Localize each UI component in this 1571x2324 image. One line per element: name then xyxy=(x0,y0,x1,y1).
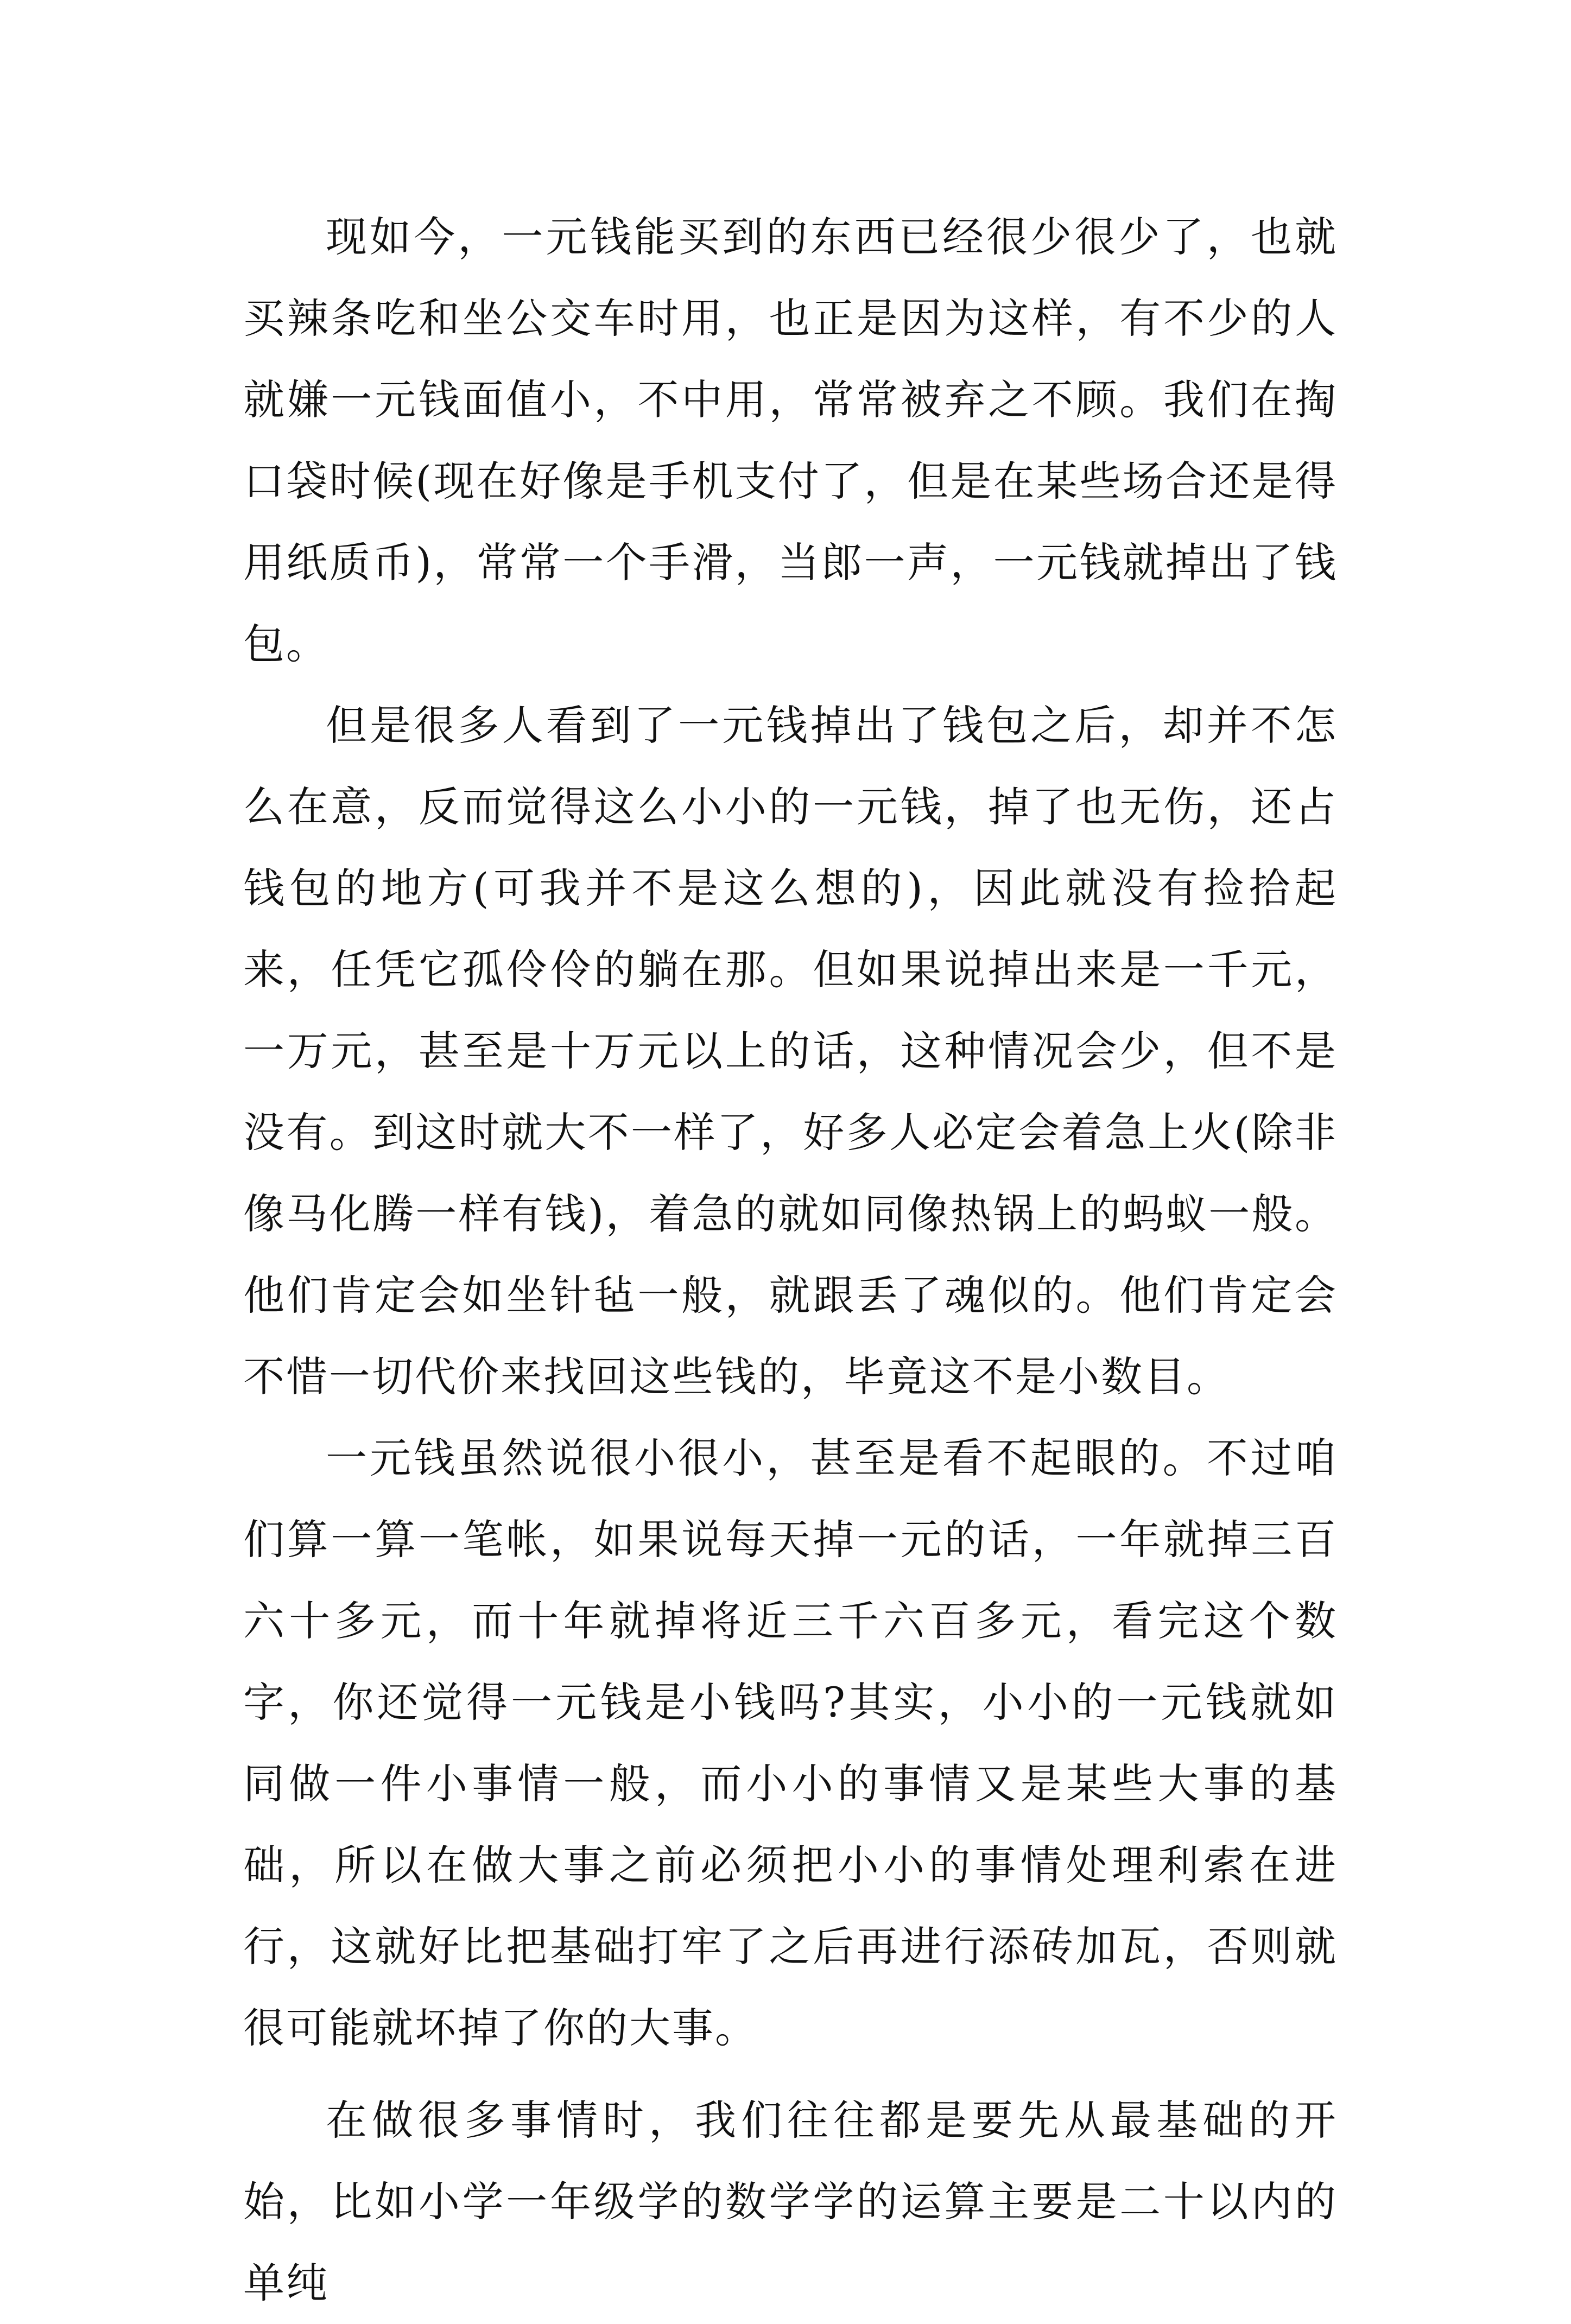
document-body xyxy=(243,196,1338,2324)
paragraph-2: 但是很多人看到了一元钱掉出了钱包之后，却并不怎么在意，反而觉得这么小小的一元钱，掉了也无伤，还占钱包的地方(可我并不是这么想的)，因此就没有捡拾起来，任凭它孤伶伶的躺在那。但如果说掉出来是一千元，一万元，甚至是十万元以上的话，这种情况会少，但不是没有。到这时就大不一样了，好多人必定会着急上火(除非像马化腾一样有钱)，着急的就如同像热锅上的蚂蚁一般。他们肯定会如坐针毡一般，就跟丢了魂似的。他们肯定会不惜一切代价来找回这些钱的，毕竟这不是小数目。 xyxy=(243,701,1338,1401)
paragraph-3: 一元钱虽然说很小很小，甚至是看不起眼的。不过咱们算一算一笔帐，如果说每天掉一元的话，一年就掉三百六十多元，而十年就掉将近三千六百多元，看完这个数字，你还觉得一元钱是小钱吗?其实，小小的一元钱就如同做一件小事情一般，而小小的事情又是某些大事的基础，所以在做大事之前必须把小小的事情处理利索在进行，这就好比把基础打牢了之后再进行添砖加瓦，否则就很可能就坏掉了你的大事。 xyxy=(243,1434,1338,2052)
paragraph-1: 现如今，一元钱能买到的东西已经很少很少了，也就买辣条吃和坐公交车时用，也正是因为这样，有不少的人就嫌一元钱面值小，不中用，常常被弃之不顾。我们在掏口袋时候(现在好像是手机支付了，但是在某些场合还是得用纸质币)，常常一个手滑，当郎一声，一元钱就掉出了钱包。 xyxy=(243,213,1338,668)
paragraph-4: 在做很多事情时，我们往往都是要先从最基础的开始，比如小学一年级学的数学学的运算主要是二十以内的单纯 xyxy=(243,2096,1338,2307)
